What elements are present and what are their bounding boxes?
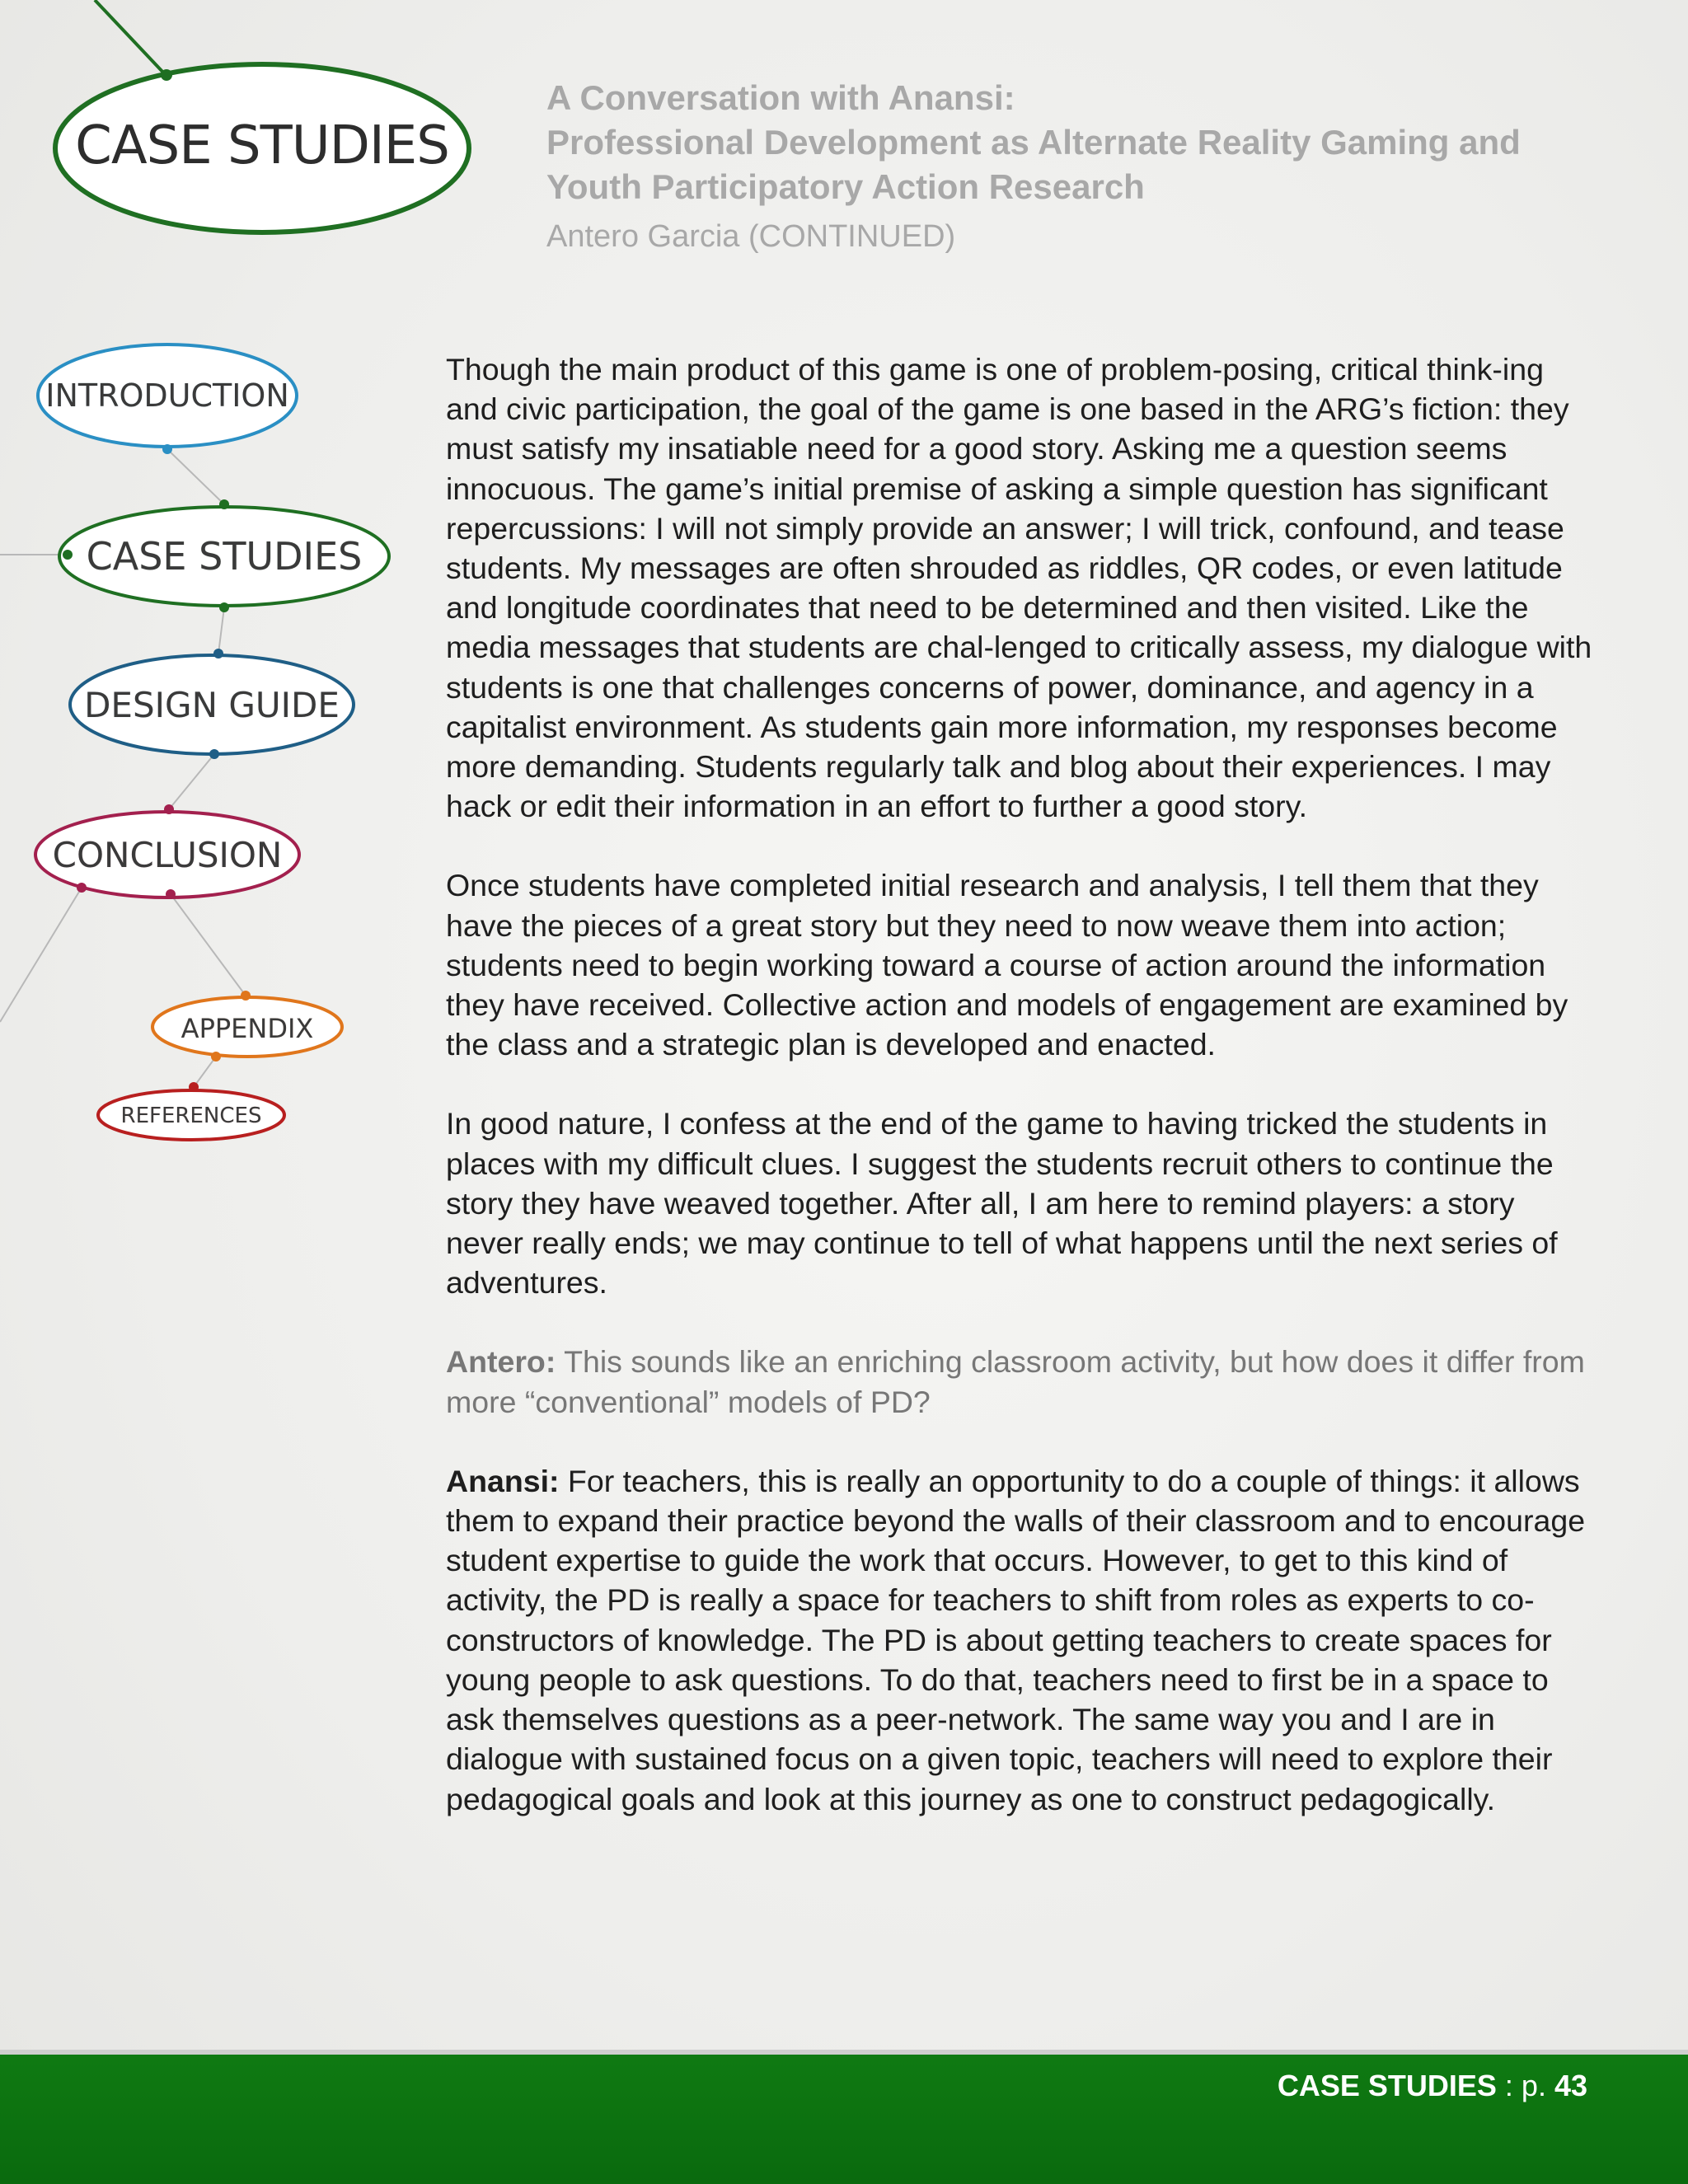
nav-item-design-guide[interactable]: DESIGN GUIDE <box>84 685 340 725</box>
footer-section: CASE STUDIES <box>1277 2069 1497 2102</box>
article-header <box>546 76 1601 259</box>
footer-separator: : <box>1496 2069 1522 2102</box>
article-title-line-2: Professional Development as Alternate Reality Gaming and <box>546 123 1521 162</box>
article-body <box>446 349 1600 1858</box>
answer-text: For teachers, this is really an opportunity to do a couple of things: it allows them to expand their practice beyond the walls of their classroom and to encourage student expertise to guide the work that occurs. However, to get to this kind of activity, the PD is really a space for teachers to shift from roles as experts to co-constructors of knowledge. The PD is about getting teachers to create spaces for young people to ask questions. To do that, teachers need to first be in a space to ask themselves questions as a peer-network. The same way you and I are in dialogue with sustained focus on a given topic, teachers will need to explore their pedagogical goals and look at this journey as one to construct pedagogically. <box>446 1463 1586 1816</box>
nav-item-case-studies[interactable]: CASE STUDIES <box>86 534 363 579</box>
footer-page-number: 43 <box>1554 2069 1587 2102</box>
footer-page-prefix: p. <box>1521 2069 1554 2102</box>
question-paragraph <box>446 1342 1600 1421</box>
footer-page-label <box>1278 2069 1587 2103</box>
answer-speaker: Anansi: <box>446 1463 560 1498</box>
article-author: Antero Garcia (CONTINUED) <box>546 219 956 254</box>
header-connector <box>95 0 165 74</box>
nav-item-references[interactable]: REFERENCES <box>120 1104 262 1128</box>
header-badge-dot <box>161 69 172 81</box>
header-section-badge: CASE STUDIES <box>75 115 449 176</box>
question-speaker: Antero: <box>446 1344 556 1380</box>
answer-paragraph <box>446 1461 1600 1819</box>
body-paragraph-2: Once students have completed initial research and analysis, I tell them that they have the pieces of a great story but they need to now weave them into action; students need to begin working toward a course of action around the information they have received. Collective action and models of engagement are examined by the class and a strategic plan is developed and enacted. <box>446 868 1568 1062</box>
body-paragraph-1: Though the main product of this game is one of problem-posing, critical think-ing and civic participation, the goal of the game is one based in the ARG’s fiction: they must satisfy my insatiable need for a good story. Asking me a question seems innocuous. The game’s initial premise of asking a simple question has significant repercussions: I will not simply provide an answer; I will trick, confound, and tease students. My messages are often shrouded as riddles, QR codes, or even latitude and longitude coordinates that need to be determined and then visited. Like the media messages that students are chal-lenged to critically assess, my dialogue with students is one that challenges concerns of power, dominance, and agency in a capitalist environment. As students gain more information, my responses become more demanding. Students regularly talk and blog about their experiences. I may hack or edit their information in an effort to further a good story. <box>446 352 1592 824</box>
article-title-line-1: A Conversation with Anansi: <box>546 78 1015 117</box>
nav-item-introduction[interactable]: INTRODUCTION <box>45 377 289 414</box>
body-paragraph-3: In good nature, I confess at the end of the game to having tricked the students in places with my difficult clues. I suggest the students recruit others to continue the story they have weaved together. After all, I am here to remind players: a story never really ends; we may continue to tell of what happens until the next series of adventures. <box>446 1106 1558 1301</box>
nav-item-appendix[interactable]: APPENDIX <box>181 1013 314 1044</box>
nav-item-conclusion[interactable]: CONCLUSION <box>52 835 283 875</box>
question-text: This sounds like an enriching classroom activity, but how does it differ from more “conventional” models of PD? <box>446 1344 1585 1419</box>
article-title-line-3: Youth Participatory Action Research <box>546 167 1145 206</box>
